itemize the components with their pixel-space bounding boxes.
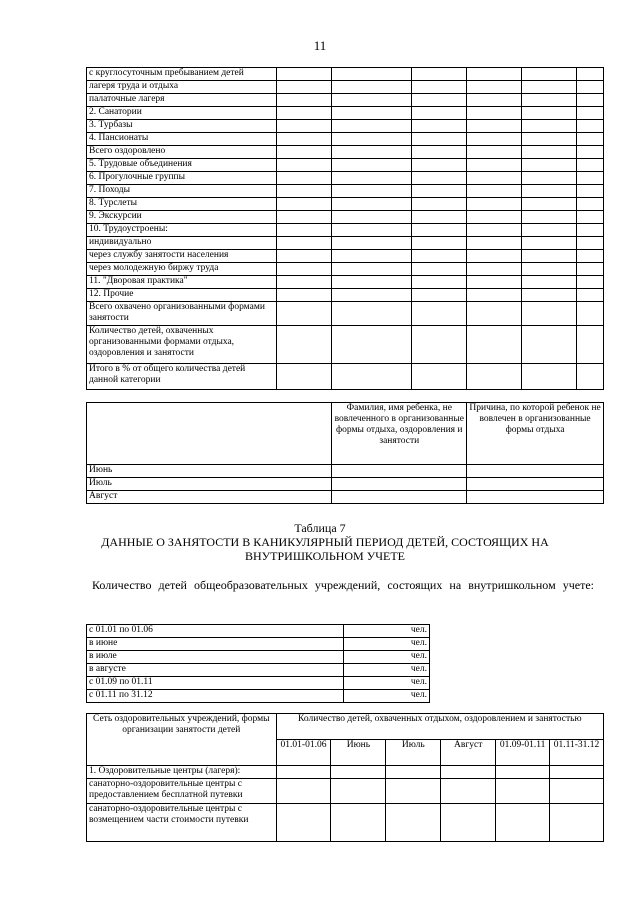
period-label: в июне <box>87 638 344 651</box>
empty-header-cell <box>87 403 332 465</box>
value-cell <box>412 81 467 94</box>
value-cell <box>331 364 412 390</box>
value-cell <box>331 172 412 185</box>
value-cell <box>577 68 604 81</box>
value-cell <box>331 107 412 120</box>
category-label: 10. Трудоустроены: <box>87 224 277 237</box>
value-cell <box>577 133 604 146</box>
value-cell <box>577 289 604 302</box>
period-unit: чел. <box>344 677 430 690</box>
value-cell <box>467 94 522 107</box>
value-cell <box>467 107 522 120</box>
value-cell <box>522 120 577 133</box>
value-cell <box>522 133 577 146</box>
value-cell <box>522 94 577 107</box>
value-cell <box>276 198 331 211</box>
category-label: Итого в % от общего количества детей данной категории <box>87 364 277 390</box>
value-cell <box>577 364 604 390</box>
value-cell <box>467 263 522 276</box>
value-cell <box>331 250 412 263</box>
value-cell <box>331 779 386 804</box>
period-unit: чел. <box>344 638 430 651</box>
value-cell <box>331 120 412 133</box>
period-unit: чел. <box>344 664 430 677</box>
value-cell <box>276 133 331 146</box>
reason-header: Причина, по которой ребенок не вовлечен в организованные формы отдыха <box>467 403 604 465</box>
value-cell <box>331 263 412 276</box>
value-cell <box>577 159 604 172</box>
value-cell <box>386 766 441 779</box>
period-column-header: Июнь <box>331 740 386 766</box>
value-cell <box>496 766 550 779</box>
period-label: в августе <box>87 664 344 677</box>
table7-number: Таблица 7 <box>294 521 346 535</box>
value-cell <box>522 146 577 159</box>
value-cell <box>550 766 604 779</box>
value-cell <box>577 120 604 133</box>
category-label: Всего охвачено организованными формами занятости <box>87 302 277 326</box>
value-cell <box>412 159 467 172</box>
category-label: 6. Прогулочные группы <box>87 172 277 185</box>
period-unit: чел. <box>344 651 430 664</box>
value-cell <box>577 185 604 198</box>
value-cell <box>331 81 412 94</box>
value-cell <box>331 289 412 302</box>
value-cell <box>441 779 496 804</box>
month-label: Июль <box>87 478 332 491</box>
value-cell <box>467 133 522 146</box>
category-label: индивидуально <box>87 237 277 250</box>
value-cell <box>577 250 604 263</box>
value-cell <box>331 804 386 842</box>
category-label: 12. Прочие <box>87 289 277 302</box>
value-cell <box>276 250 331 263</box>
value-cell <box>276 289 331 302</box>
value-cell <box>412 237 467 250</box>
value-cell <box>412 94 467 107</box>
value-cell <box>522 326 577 364</box>
value-cell <box>522 198 577 211</box>
value-cell <box>522 289 577 302</box>
value-cell <box>412 185 467 198</box>
value-cell <box>467 289 522 302</box>
value-cell <box>331 326 412 364</box>
value-cell <box>577 107 604 120</box>
value-cell <box>412 250 467 263</box>
value-cell <box>276 237 331 250</box>
value-cell <box>331 94 412 107</box>
page-number: 11 <box>313 38 327 53</box>
value-cell <box>412 289 467 302</box>
value-cell <box>550 804 604 842</box>
value-cell <box>577 81 604 94</box>
value-cell <box>276 779 331 804</box>
value-cell <box>467 326 522 364</box>
period-label: с 01.01 по 01.06 <box>87 625 344 638</box>
value-cell <box>522 364 577 390</box>
period-count-table <box>86 624 430 703</box>
category-label: лагеря труда и отдыха <box>87 81 277 94</box>
value-cell <box>467 172 522 185</box>
value-cell <box>276 263 331 276</box>
value-cell <box>467 159 522 172</box>
value-cell <box>412 172 467 185</box>
value-cell <box>276 172 331 185</box>
month-label: Июнь <box>87 465 332 478</box>
value-cell <box>467 250 522 263</box>
value-cell <box>522 237 577 250</box>
value-cell <box>577 276 604 289</box>
category-label: палаточные лагеря <box>87 94 277 107</box>
value-cell <box>276 94 331 107</box>
value-cell <box>331 276 412 289</box>
value-cell <box>412 146 467 159</box>
period-label: с 01.11 по 31.12 <box>87 690 344 703</box>
value-cell <box>331 211 412 224</box>
value-cell <box>412 120 467 133</box>
category-label: Всего оздоровлено <box>87 146 277 159</box>
period-column-header: Август <box>441 740 496 766</box>
value-cell <box>276 107 331 120</box>
value-cell <box>467 302 522 326</box>
value-cell <box>276 364 331 390</box>
category-label: через молодежную биржу труда <box>87 263 277 276</box>
value-cell <box>577 146 604 159</box>
value-cell <box>331 302 412 326</box>
value-cell <box>331 198 412 211</box>
value-cell <box>331 68 412 81</box>
value-cell <box>467 364 522 390</box>
value-cell <box>412 364 467 390</box>
value-cell <box>577 302 604 326</box>
value-cell <box>331 159 412 172</box>
network-header: Сеть оздоровительных учреждений, формы организации занятости детей <box>87 714 277 766</box>
value-cell <box>441 804 496 842</box>
value-cell <box>276 766 331 779</box>
value-cell <box>331 185 412 198</box>
category-label: 5. Трудовые объединения <box>87 159 277 172</box>
period-column-header: 01.09-01.11 <box>496 740 550 766</box>
value-cell <box>276 185 331 198</box>
category-label: 2. Санатории <box>87 107 277 120</box>
value-cell <box>577 211 604 224</box>
category-label: через службу занятости населения <box>87 250 277 263</box>
value-cell <box>522 159 577 172</box>
value-cell <box>386 804 441 842</box>
value-cell <box>467 237 522 250</box>
value-cell <box>522 250 577 263</box>
value-cell <box>577 198 604 211</box>
value-cell <box>276 81 331 94</box>
value-cell <box>577 94 604 107</box>
category-label: с круглосуточным пребыванием детей <box>87 68 277 81</box>
value-cell <box>412 211 467 224</box>
value-cell <box>412 133 467 146</box>
value-cell <box>522 172 577 185</box>
value-cell <box>550 779 604 804</box>
value-cell <box>412 302 467 326</box>
count-text: Количество детей общеобразовательных учреждений, состоящих на внутришкольном учете: <box>92 578 594 592</box>
value-cell <box>522 211 577 224</box>
value-cell <box>412 263 467 276</box>
value-cell <box>276 120 331 133</box>
value-cell <box>276 326 331 364</box>
value-cell <box>331 224 412 237</box>
category-label: 9. Экскурсии <box>87 211 277 224</box>
network-row-label: санаторно-оздоровительные центры с предоставлением бесплатной путевки <box>87 779 277 804</box>
value-cell <box>331 133 412 146</box>
categories-table <box>86 67 604 390</box>
value-cell <box>522 224 577 237</box>
value-cell <box>577 224 604 237</box>
category-label: 8. Турслеты <box>87 198 277 211</box>
period-label: в июле <box>87 651 344 664</box>
table7-title: ДАННЫЕ О ЗАНЯТОСТИ В КАНИКУЛЯРНЫЙ ПЕРИОД ДЕТЕЙ, СОСТОЯЩИХ НА ВНУТРИШКОЛЬНОМ УЧЕТЕ <box>101 535 549 563</box>
value-cell <box>522 107 577 120</box>
category-label: 11. "Дворовая практика" <box>87 276 277 289</box>
value-cell <box>577 172 604 185</box>
value-cell <box>522 185 577 198</box>
value-cell <box>331 766 386 779</box>
value-cell <box>276 159 331 172</box>
value-cell <box>577 326 604 364</box>
value-cell <box>496 779 550 804</box>
period-label: с 01.09 по 01.11 <box>87 677 344 690</box>
network-row-label: санаторно-оздоровительные центры с возмещением части стоимости путевки <box>87 804 277 842</box>
value-cell <box>412 107 467 120</box>
count-header: Количество детей, охваченных отдыхом, оздоровлением и занятостью <box>276 714 603 740</box>
value-cell <box>467 185 522 198</box>
value-cell <box>467 81 522 94</box>
value-cell <box>577 237 604 250</box>
value-cell <box>467 224 522 237</box>
value-cell <box>467 146 522 159</box>
value-cell <box>412 198 467 211</box>
value-cell <box>276 211 331 224</box>
period-unit: чел. <box>344 625 430 638</box>
value-cell <box>412 68 467 81</box>
value-cell <box>412 276 467 289</box>
value-cell <box>496 804 550 842</box>
category-label: 7. Походы <box>87 185 277 198</box>
period-column-header: Июль <box>386 740 441 766</box>
period-unit: чел. <box>344 690 430 703</box>
value-cell <box>522 263 577 276</box>
month-label: Август <box>87 491 332 504</box>
value-cell <box>412 326 467 364</box>
value-cell <box>276 68 331 81</box>
value-cell <box>522 68 577 81</box>
value-cell <box>276 302 331 326</box>
value-cell <box>331 146 412 159</box>
network-row-label: 1. Оздоровительные центры (лагеря): <box>87 766 277 779</box>
category-label: 4. Пансионаты <box>87 133 277 146</box>
value-cell <box>386 779 441 804</box>
value-cell <box>276 804 331 842</box>
value-cell <box>276 146 331 159</box>
value-cell <box>467 276 522 289</box>
value-cell <box>276 276 331 289</box>
value-cell <box>331 237 412 250</box>
value-cell <box>577 263 604 276</box>
period-column-header: 01.01-01.06 <box>276 740 331 766</box>
value-cell <box>522 81 577 94</box>
period-column-header: 01.11-31.12 <box>550 740 604 766</box>
value-cell <box>467 120 522 133</box>
value-cell <box>467 68 522 81</box>
category-label: 3. Турбазы <box>87 120 277 133</box>
value-cell <box>522 302 577 326</box>
network-table <box>86 713 604 842</box>
non-involved-children-table <box>86 402 604 504</box>
value-cell <box>276 224 331 237</box>
value-cell <box>412 224 467 237</box>
value-cell <box>467 211 522 224</box>
value-cell <box>467 198 522 211</box>
value-cell <box>522 276 577 289</box>
category-label: Количество детей, охваченных организованными формами отдыха, оздоровления и занятости <box>87 326 277 364</box>
child-name-header: Фамилия, имя ребенка, не вовлеченного в организованные формы отдыха, оздоровления и занятости <box>332 403 467 465</box>
value-cell <box>441 766 496 779</box>
